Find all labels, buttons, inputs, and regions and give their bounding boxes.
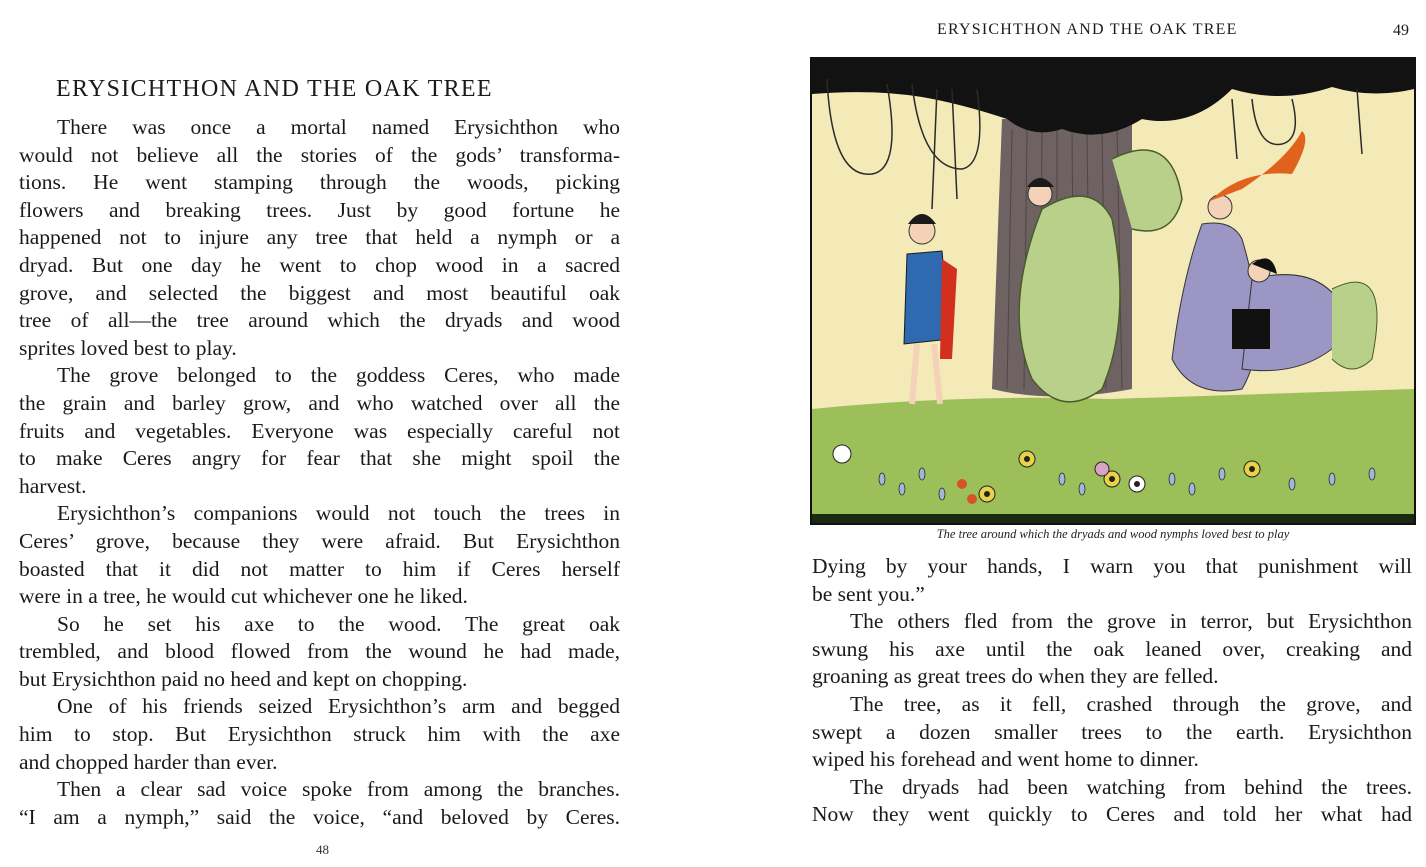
left-page bbox=[0, 0, 640, 867]
text-line: tree of all—the tree around which the dryads and wood bbox=[19, 308, 620, 333]
text-line: the grain and barley grow, and who watched over all the bbox=[19, 390, 620, 415]
text-line: groaning as great trees do when they are felled. bbox=[812, 664, 1219, 689]
text-line: fruits and vegetables. Everyone was especially careful not bbox=[19, 418, 620, 443]
text-line: be sent you.” bbox=[812, 581, 925, 606]
text-line: would not believe all the stories of the gods’ transforma- bbox=[19, 142, 620, 167]
text-line: dryad. But one day he went to chop wood in a sacred bbox=[19, 252, 620, 277]
text-line: The tree, as it fell, crashed through the grove, and bbox=[850, 691, 1412, 716]
text-line: wiped his forehead and went home to dinner. bbox=[812, 747, 1199, 772]
text-line: were in a tree, he would cut whichever one he liked. bbox=[19, 584, 468, 609]
text-line: Now they went quickly to Ceres and told her what had bbox=[812, 802, 1412, 827]
text-line: One of his friends seized Erysichthon’s arm and begged bbox=[57, 694, 620, 719]
chapter-title: ERYSICHTHON AND THE OAK TREE bbox=[56, 76, 493, 102]
text-line: The others fled from the grove in terror, but Erysichthon bbox=[850, 609, 1412, 634]
text-line: Dying by your hands, I warn you that punishment will bbox=[812, 554, 1412, 578]
text-line: sprites loved best to play. bbox=[19, 335, 237, 360]
text-line: but Erysichthon paid no heed and kept on chopping. bbox=[19, 666, 468, 691]
text-line: and chopped harder than ever. bbox=[19, 749, 278, 774]
right-body-text bbox=[812, 553, 1412, 829]
text-line: tions. He went stamping through the woods, picking bbox=[19, 170, 620, 195]
text-line: flowers and breaking trees. Just by good fortune he bbox=[19, 197, 620, 222]
text-line: grove, and selected the biggest and most beautiful oak bbox=[19, 280, 620, 305]
dancing-dryads-illustration bbox=[812, 59, 1414, 523]
text-line: him to stop. But Erysichthon struck him with the axe bbox=[19, 722, 620, 747]
text-line: So he set his axe to the wood. The great oak bbox=[57, 611, 620, 636]
left-body-text bbox=[19, 114, 620, 831]
text-line: trembled, and blood flowed from the wound he had made, bbox=[19, 639, 620, 664]
text-line: The grove belonged to the goddess Ceres, who made bbox=[57, 363, 620, 388]
text-line: boasted that it did not matter to him if Ceres herself bbox=[19, 556, 620, 581]
text-line: swept a dozen smaller trees to the earth. Erysichthon bbox=[812, 719, 1412, 744]
page-number-right: 49 bbox=[1393, 22, 1409, 39]
right-page bbox=[800, 0, 1426, 867]
text-line: swung his axe until the oak leaned over, creaking and bbox=[812, 636, 1412, 661]
running-head: ERYSICHTHON AND THE OAK TREE bbox=[937, 21, 1238, 38]
text-line: Erysichthon’s companions would not touch the trees in bbox=[57, 501, 620, 526]
text-line: Then a clear sad voice spoke from among the branches. bbox=[57, 777, 620, 802]
illustration-plate bbox=[810, 57, 1416, 525]
text-line: happened not to injure any tree that held a nymph or a bbox=[19, 225, 620, 250]
text-line: to make Ceres angry for fear that she might spoil the bbox=[19, 446, 620, 471]
illustration-caption: The tree around which the dryads and wood nymphs loved best to play bbox=[936, 527, 1290, 541]
text-line: “I am a nymph,” said the voice, “and beloved by Ceres. bbox=[19, 804, 620, 829]
text-line: Ceres’ grove, because they were afraid. But Erysichthon bbox=[19, 528, 620, 553]
page-number-left: 48 bbox=[316, 842, 329, 857]
text-line: harvest. bbox=[19, 473, 87, 498]
text-line: The dryads had been watching from behind the trees. bbox=[850, 774, 1412, 799]
text-line: There was once a mortal named Erysichthon who bbox=[57, 115, 620, 139]
